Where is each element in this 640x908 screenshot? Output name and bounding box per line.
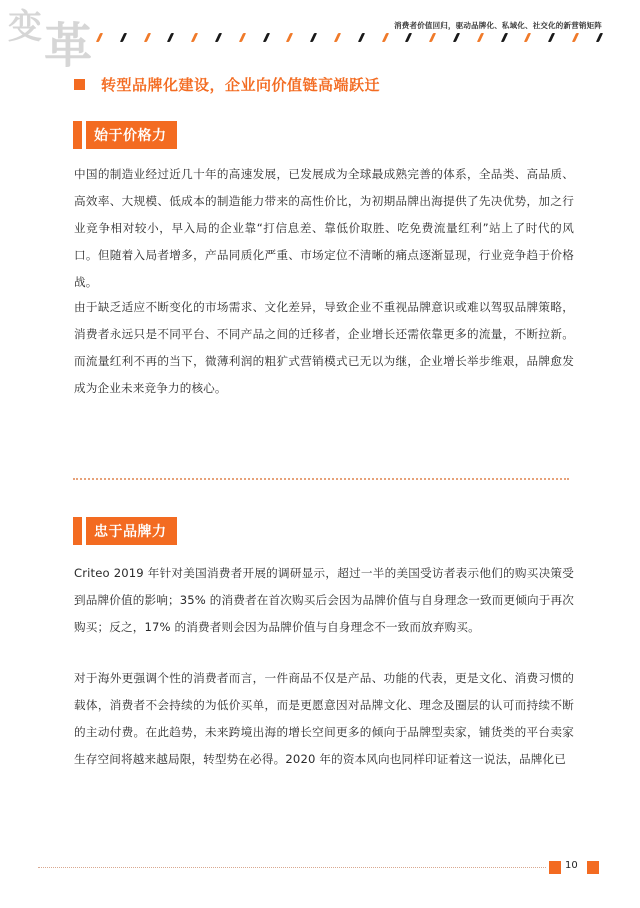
paragraph: 对于海外更强调个性的消费者而言，一件商品不仅是产品、功能的代表，更是文化、消费习惯的载体，消费者不会持续的为低价买单，而是更愿意因对品牌文化、理念及圈层的认可而持续不断的主动付费。在此趋势，未来跨境出海的增长空间更多的倾向于品牌型卖家，铺货类的平台卖家生存空间将越来越局限，转型势在必得。2020 年的资本风向也同样印证着这一说法，品牌化已	[74, 671, 574, 766]
subsection-tag-brand	[73, 517, 177, 545]
header-subtitle: 消费者价值回归，驱动品牌化、私域化、社交化的新营销矩阵	[394, 21, 602, 30]
section-divider	[73, 478, 569, 480]
slash-icon	[262, 33, 269, 42]
slash-icon	[239, 33, 246, 42]
footer-square-icon	[587, 861, 599, 874]
slash-icon	[215, 33, 222, 42]
brand-char-1: 变	[8, 7, 40, 47]
brand-char-2: 革	[44, 18, 91, 74]
slash-icon	[167, 33, 174, 42]
slash-icon	[120, 33, 127, 42]
slash-icon	[596, 33, 603, 42]
slash-icon	[334, 33, 341, 42]
slash-icon	[477, 33, 484, 42]
paragraph: 由于缺乏适应不断变化的市场需求、文化差异，导致企业不重视品牌意识或难以驾驭品牌策略，消费者永远只是不同平台、不同产品之间的迁移者，企业增长还需依靠更多的流量，不断拉新。而流量红利不再的当下，微薄利润的粗犷式营销模式已无以为继，企业增长举步维艰，品牌愈发成为企业未来竞争力的核心。	[74, 300, 574, 395]
paragraph: Criteo 2019 年针对美国消费者开展的调研显示，超过一半的美国受访者表示他们的购买决策受到品牌价值的影响；35% 的消费者在首次购买后会因为品牌价值与自身理念一致而更倾向于再次购买；反之，17% 的消费者则会因为品牌价值与自身理念不一致而放弃购买。	[74, 566, 574, 634]
slash-icon	[381, 33, 388, 42]
section-header	[74, 74, 380, 95]
section-title: 转型品牌化建设，企业向价值链高端跃迁	[101, 76, 381, 94]
slash-icon	[453, 33, 460, 42]
footer-square-icon	[549, 861, 561, 874]
subsection-title: 始于价格力	[86, 121, 177, 149]
square-bullet-icon	[74, 79, 85, 90]
slash-icon	[572, 33, 579, 42]
page-number: 10	[565, 860, 578, 871]
slash-icon	[96, 33, 103, 42]
subsection-tag-price	[73, 121, 177, 149]
tag-accent-bar	[73, 121, 82, 149]
slash-icon	[500, 33, 507, 42]
slash-icon	[286, 33, 293, 42]
slash-icon	[310, 33, 317, 42]
slash-icon	[143, 33, 150, 42]
slash-icon	[405, 33, 412, 42]
slash-icon	[429, 33, 436, 42]
footer-dotted-line	[38, 867, 546, 868]
paragraph: 中国的制造业经过近几十年的高速发展，已发展成为全球最成熟完善的体系，全品类、高品质、高效率、大规模、低成本的制造能力带来的高性价比，为初期品牌出海提供了先决优势，加之行业竞争相对较小，早入局的企业靠“打信息差、靠低价取胜、吃免费流量红利”站上了时代的风口。但随着入局者增多，产品同质化严重、市场定位不清晰的痛点逐渐显现，行业竞争趋于价格战。	[74, 167, 574, 289]
slash-icon	[524, 33, 531, 42]
subsection-title: 忠于品牌力	[86, 517, 177, 545]
slash-icon	[191, 33, 198, 42]
tag-accent-bar	[73, 517, 82, 545]
decorative-slash-row	[98, 33, 608, 45]
slash-icon	[358, 33, 365, 42]
slash-icon	[548, 33, 555, 42]
